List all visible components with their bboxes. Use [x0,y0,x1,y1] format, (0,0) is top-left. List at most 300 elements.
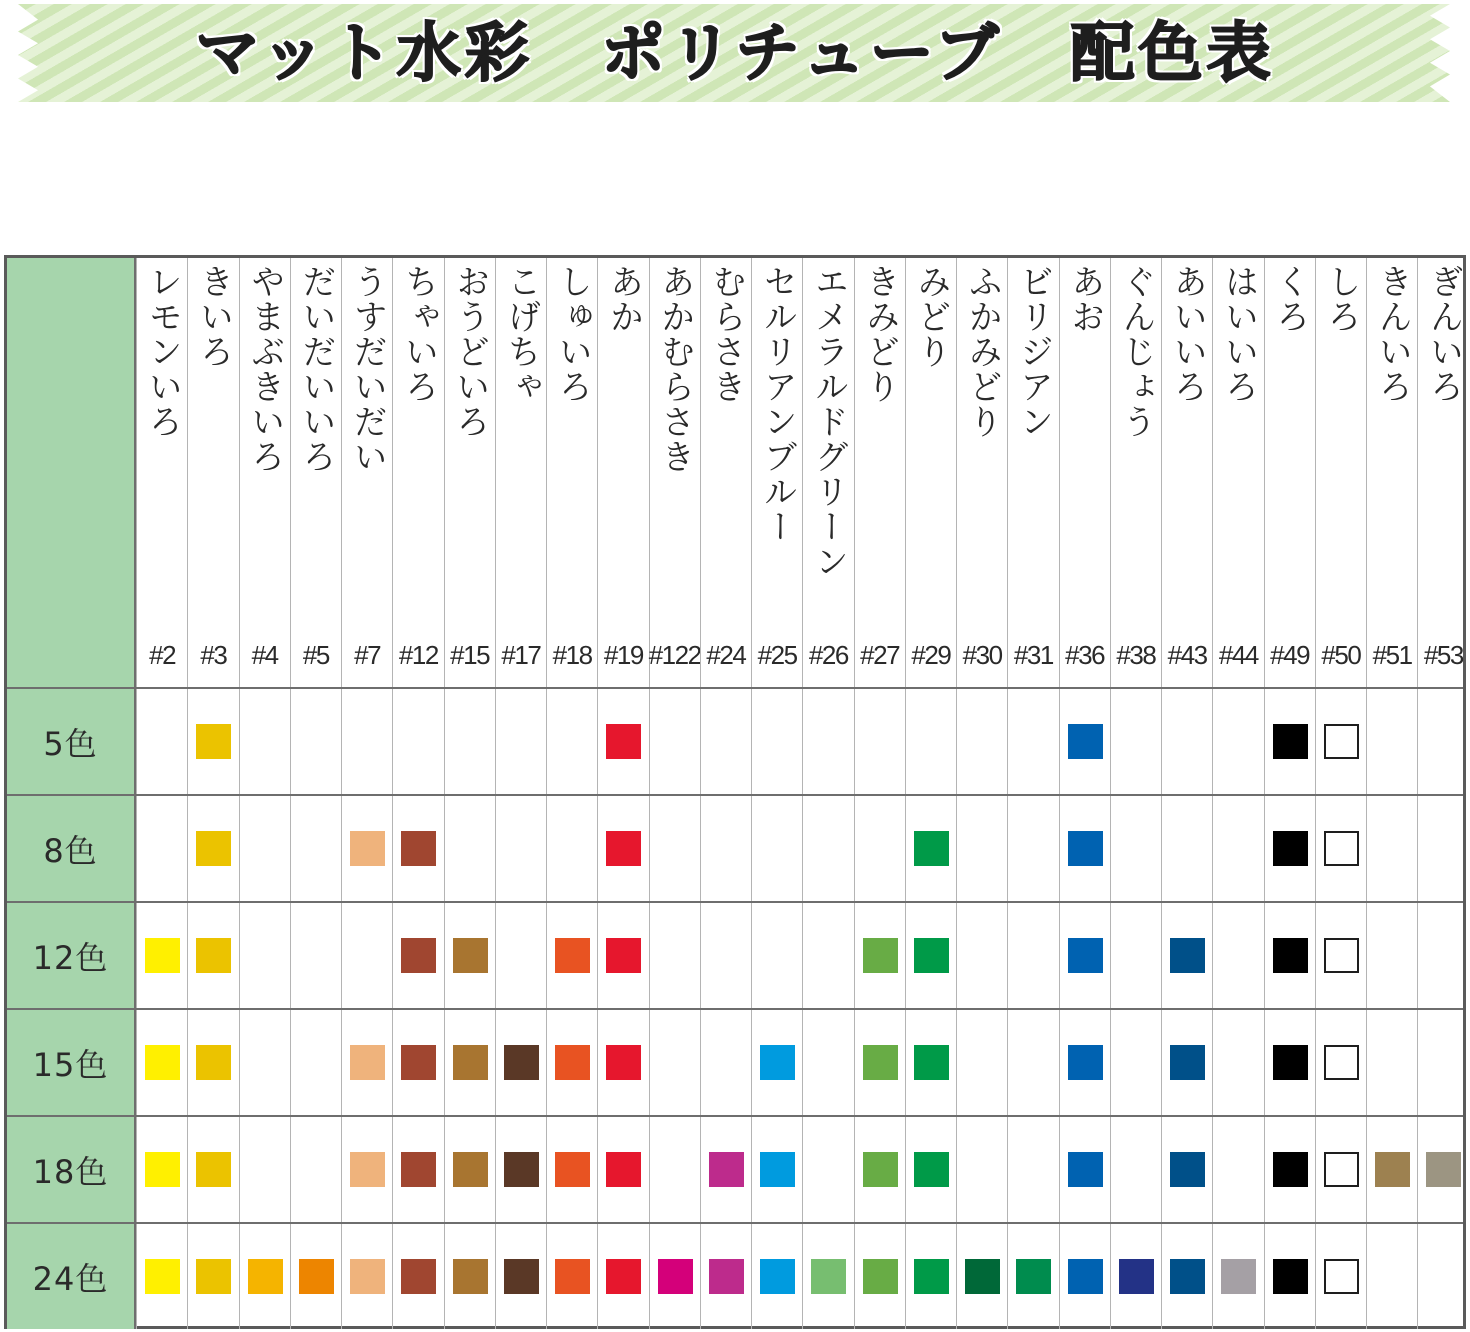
color-swatch [196,1152,231,1187]
color-name: しろ [1321,264,1361,334]
column-header [649,258,700,687]
color-number: #44 [1218,640,1258,670]
table-cell [1110,903,1161,1008]
color-swatch [453,938,488,973]
column-header [1110,258,1161,687]
color-swatch [555,1045,590,1080]
color-swatch [1170,938,1205,973]
table-cell [956,903,1007,1008]
color-swatch [606,1045,641,1080]
color-swatch [555,1259,590,1294]
table-cell [444,1010,495,1115]
table-cell [905,903,956,1008]
table-cell [187,1010,238,1115]
table-cell [1264,1010,1315,1115]
table-cell [1212,1010,1263,1115]
color-swatch [1016,1259,1051,1294]
color-swatch [401,1152,436,1187]
table-cell [290,1010,341,1115]
table-cell [956,1224,1007,1329]
table-cell [444,796,495,901]
table-cell [444,689,495,794]
table-cell [649,796,700,901]
table-cell [495,903,546,1008]
table-cell [1366,903,1417,1008]
table-cell [136,796,187,901]
table-cell [854,689,905,794]
color-swatch [299,1259,334,1294]
column-header [1161,258,1212,687]
table-cell [136,689,187,794]
color-number: #26 [808,640,848,670]
color-swatch [606,938,641,973]
table-cell [854,796,905,901]
table-cell [341,903,392,1008]
table-cell [1110,1010,1161,1115]
table-cell [341,1117,392,1222]
color-name: レモンいろ [142,264,183,439]
table-cell [290,689,341,794]
column-header [1264,258,1315,687]
color-swatch [555,1152,590,1187]
color-swatch [606,724,641,759]
color-number: #3 [200,640,227,670]
set-row [7,1115,1463,1222]
color-swatch [350,1259,385,1294]
color-name: きいろ [193,264,234,369]
table-cell [649,903,700,1008]
column-header [546,258,597,687]
table-cell [239,1117,290,1222]
table-cell [700,903,751,1008]
table-cell [1264,903,1315,1008]
color-swatch [1170,1152,1205,1187]
table-cell [751,1117,802,1222]
color-swatch [1324,1045,1359,1080]
column-header [392,258,443,687]
color-name: あお [1064,264,1105,334]
column-header [1315,258,1366,687]
table-cell [136,1010,187,1115]
color-name: だいだいいろ [296,264,336,474]
color-swatch [1324,938,1359,973]
color-name: ふかみどり [962,264,1003,439]
table-cell [1315,1010,1366,1115]
color-swatch [196,1045,231,1080]
table-cell [597,689,648,794]
color-swatch [248,1259,283,1294]
color-swatch [863,1152,898,1187]
color-swatch [1426,1152,1461,1187]
table-cell [1212,796,1263,901]
color-swatch [709,1259,744,1294]
table-cell [239,903,290,1008]
table-cell [1161,796,1212,901]
table-cell [597,796,648,901]
color-swatch [914,1152,949,1187]
table-cell [1110,1117,1161,1222]
table-cell [1059,796,1110,901]
table-cell [1007,1224,1058,1329]
column-header [802,258,853,687]
color-swatch [145,1152,180,1187]
table-cell [1315,689,1366,794]
color-swatch [504,1152,539,1187]
set-row [7,794,1463,901]
color-name: はいいろ [1218,264,1259,404]
color-swatch [196,938,231,973]
table-cell [1417,1010,1468,1115]
table-cell [495,796,546,901]
set-row [7,901,1463,1008]
table-cell [700,689,751,794]
color-name: やまぶきいろ [244,264,285,474]
table-cell [597,903,648,1008]
color-number: #51 [1372,640,1412,670]
color-name: くろ [1269,264,1310,334]
table-cell [1161,903,1212,1008]
table-cell [1417,903,1468,1008]
column-header [956,258,1007,687]
table-cell [1059,1010,1110,1115]
color-swatch [1273,831,1308,866]
table-cell [649,1224,700,1329]
color-name: うすだいだい [347,264,388,474]
color-swatch [350,1045,385,1080]
color-number: #27 [860,640,900,670]
table-cell [239,1224,290,1329]
table-cell [597,1224,648,1329]
table-cell [1315,1117,1366,1222]
color-swatch [504,1045,539,1080]
color-name: エメラルドグリーン [808,264,849,579]
color-swatch [1068,1045,1103,1080]
table-cell [751,796,802,901]
table-cell [136,1117,187,1222]
table-cell [1417,796,1468,901]
table-cell [649,689,700,794]
column-header [700,258,751,687]
table-cell [1264,689,1315,794]
column-header [1007,258,1058,687]
table-cell [905,689,956,794]
table-cell [1315,1224,1366,1329]
color-swatch [145,1259,180,1294]
column-header [1366,258,1417,687]
color-swatch [1324,724,1359,759]
table-cell [1315,903,1366,1008]
color-swatch [606,831,641,866]
color-swatch [401,831,436,866]
color-name: ぐんじょう [1116,264,1156,439]
color-swatch [811,1259,846,1294]
table-cell [1366,796,1417,901]
color-number: #7 [354,640,381,670]
table-cell [802,689,853,794]
table-cell [546,903,597,1008]
color-name: セルリアンブルー [757,264,798,544]
column-header [905,258,956,687]
color-swatch [401,1045,436,1080]
table-cell [597,1010,648,1115]
color-swatch [1119,1259,1154,1294]
set-label: 5色 [7,689,136,794]
set-label: 12色 [7,903,136,1008]
color-swatch [1068,1259,1103,1294]
column-header [751,258,802,687]
set-label: 15色 [7,1010,136,1115]
table-cell [341,1224,392,1329]
color-swatch [1273,724,1308,759]
color-swatch [760,1152,795,1187]
color-number: #122 [648,640,701,670]
color-swatch [504,1259,539,1294]
color-name: おうどいろ [449,264,490,439]
table-cell [1264,1224,1315,1329]
set-row [7,1008,1463,1115]
table-cell [1161,1010,1212,1115]
table-cell [495,689,546,794]
table-cell [290,796,341,901]
table-cell [546,1010,597,1115]
table-cell [341,689,392,794]
table-cell [597,1117,648,1222]
color-swatch [1273,1259,1308,1294]
table-cell [546,689,597,794]
color-swatch [196,831,231,866]
table-cell [341,796,392,901]
color-swatch [606,1152,641,1187]
color-number: #36 [1065,640,1105,670]
table-cell [444,1224,495,1329]
table-cell [1417,689,1468,794]
table-cell [187,689,238,794]
color-name: こげちゃ [501,264,541,404]
table-cell [1366,1224,1417,1329]
color-swatch [760,1045,795,1080]
color-number: #19 [603,640,643,670]
table-cell [802,903,853,1008]
color-number: #49 [1270,640,1310,670]
table-cell [1059,689,1110,794]
color-name: きんいろ [1372,264,1413,404]
color-swatch [555,938,590,973]
color-swatch [1221,1259,1256,1294]
table-cell [1417,1117,1468,1222]
table-cell [956,796,1007,901]
color-swatch [453,1045,488,1080]
color-number: #25 [757,640,797,670]
column-header [187,258,238,687]
color-swatch [914,938,949,973]
table-cell [649,1117,700,1222]
table-cell [1366,1117,1417,1222]
table-cell [187,1117,238,1222]
color-swatch [1273,1045,1308,1080]
table-cell [136,1224,187,1329]
color-swatch [863,1045,898,1080]
color-number: #53 [1423,640,1463,670]
table-cell [802,1224,853,1329]
table-cell [1212,903,1263,1008]
table-cell [290,903,341,1008]
color-swatch [606,1259,641,1294]
table-cell [1212,1224,1263,1329]
color-swatch [1375,1152,1410,1187]
table-cell [751,689,802,794]
table-corner [7,258,136,687]
set-row [7,1222,1463,1329]
column-header [1212,258,1263,687]
table-cell [700,1010,751,1115]
color-number: #43 [1167,640,1207,670]
column-header [854,258,905,687]
color-name: むらさき [706,264,746,404]
table-cell [1212,689,1263,794]
set-row [7,687,1463,794]
color-name: あか [603,264,644,334]
color-number: #30 [962,640,1002,670]
table-cell [341,1010,392,1115]
table-cell [1110,689,1161,794]
table-cell [1007,689,1058,794]
color-swatch [760,1259,795,1294]
color-number: #38 [1116,640,1156,670]
color-swatch [196,724,231,759]
color-name: しゅいろ [552,264,593,404]
color-swatch [914,831,949,866]
table-cell [1161,1117,1212,1222]
page-title: マット水彩 ポリチューブ 配色表 [195,17,1275,91]
color-swatch [1170,1045,1205,1080]
column-header [1417,258,1468,687]
color-swatch [1068,1152,1103,1187]
table-cell [444,1117,495,1222]
table-cell [1007,1117,1058,1222]
table-cell [187,796,238,901]
table-cell [290,1117,341,1222]
table-cell [1007,903,1058,1008]
table-cell [1059,903,1110,1008]
color-swatch [145,938,180,973]
color-number: #17 [501,640,541,670]
table-cell [854,1010,905,1115]
table-cell [239,796,290,901]
set-label: 24色 [7,1224,136,1329]
table-cell [905,1010,956,1115]
table-cell [392,689,443,794]
table-cell [495,1224,546,1329]
set-label: 8色 [7,796,136,901]
color-swatch [1273,938,1308,973]
table-cell [1161,689,1212,794]
table-cell [392,1224,443,1329]
table-cell [1366,689,1417,794]
table-cell [751,1010,802,1115]
table-cell [802,1117,853,1222]
color-swatch [1068,831,1103,866]
color-swatch [1324,1259,1359,1294]
table-cell [444,903,495,1008]
table-cell [1315,796,1366,901]
table-cell [700,796,751,901]
table-cell [1110,1224,1161,1329]
color-chart-table [4,255,1466,1329]
table-cell [1059,1117,1110,1222]
table-cell [546,1224,597,1329]
table-cell [187,1224,238,1329]
table-cell [956,689,1007,794]
column-header [1059,258,1110,687]
set-label: 18色 [7,1117,136,1222]
color-name: みどり [911,264,951,369]
table-cell [1059,1224,1110,1329]
color-swatch [1170,1259,1205,1294]
column-header [444,258,495,687]
column-header [597,258,648,687]
table-cell [905,796,956,901]
table-cell [649,1010,700,1115]
color-name: きみどり [859,264,900,404]
color-swatch [914,1259,949,1294]
column-header [495,258,546,687]
color-swatch [350,831,385,866]
color-number: #5 [302,640,329,670]
table-cell [392,1010,443,1115]
color-number: #15 [450,640,490,670]
column-header [136,258,187,687]
table-cell [1417,1224,1468,1329]
table-cell [187,903,238,1008]
table-cell [1110,796,1161,901]
table-cell [1007,796,1058,901]
color-name: ちゃいろ [398,264,439,404]
table-cell [1264,1117,1315,1222]
color-swatch [401,938,436,973]
table-cell [1212,1117,1263,1222]
color-number: #29 [911,640,951,670]
color-swatch [709,1152,744,1187]
table-cell [802,796,853,901]
table-cell [854,1224,905,1329]
color-swatch [1324,1152,1359,1187]
table-cell [956,1117,1007,1222]
color-name: あかむらさき [654,264,695,474]
table-cell [1161,1224,1212,1329]
color-number: #4 [251,640,278,670]
color-swatch [863,938,898,973]
color-number: #31 [1013,640,1053,670]
table-cell [495,1117,546,1222]
table-cell [495,1010,546,1115]
color-number: #2 [149,640,176,670]
color-swatch [658,1259,693,1294]
color-swatch [1273,1152,1308,1187]
color-swatch [1068,724,1103,759]
table-cell [1007,1010,1058,1115]
table-cell [239,689,290,794]
color-name: あいいろ [1167,264,1208,404]
color-name: ビリジアン [1013,264,1054,439]
color-swatch [1068,938,1103,973]
table-cell [546,1117,597,1222]
table-cell [802,1010,853,1115]
color-swatch [914,1045,949,1080]
table-cell [956,1010,1007,1115]
table-cell [854,1117,905,1222]
color-swatch [453,1259,488,1294]
color-swatch [965,1259,1000,1294]
